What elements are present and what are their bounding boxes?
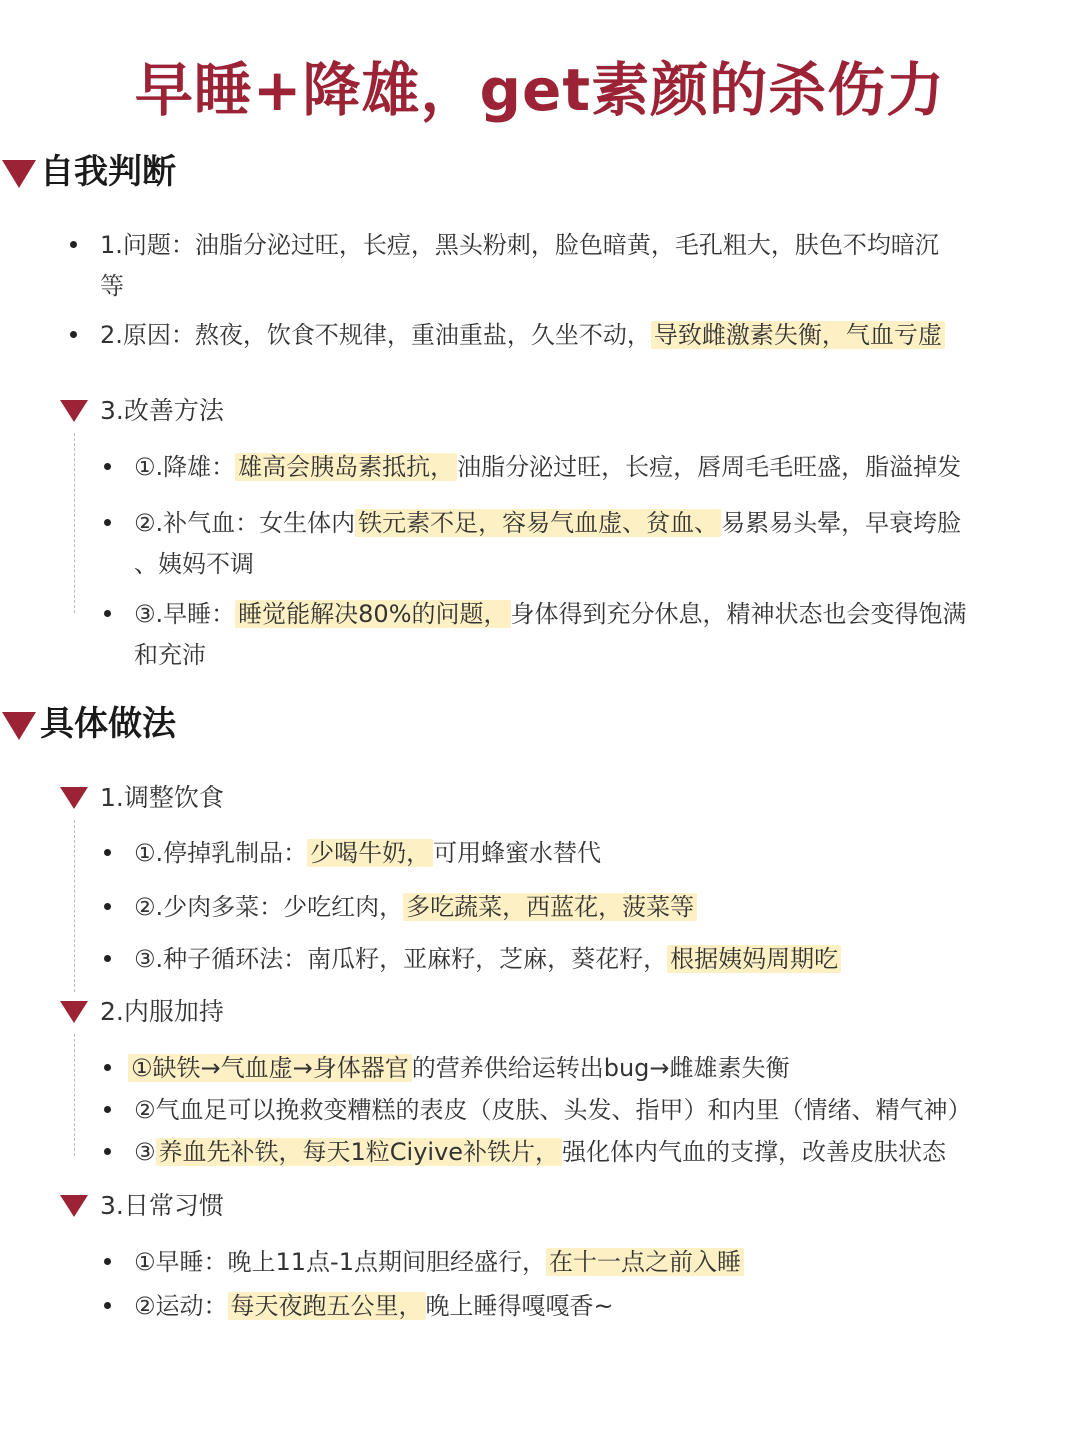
list-item-problem-cont: 等 (100, 272, 124, 300)
item-highlight: ①缺铁→气血虚→身体器官 (128, 1054, 412, 1082)
section-title-self-judgment: 自我判断 (40, 152, 176, 192)
item-prefix: ①早睡：晚上11点-1点期间胆经盛行， (134, 1248, 546, 1276)
list-item-sleep-early (134, 1247, 744, 1277)
list-item-less-meat (134, 892, 697, 922)
subsection-title-internal: 2.内服加持 (100, 997, 224, 1026)
bullet-icon (104, 1258, 111, 1265)
item-suffix: 强化体内气血的支撑，改善皮肤状态 (562, 1138, 947, 1166)
item-highlight: 雄高会胰岛素抵抗， (235, 453, 457, 481)
subsection-title-improve: 3.改善方法 (100, 396, 224, 425)
item-prefix: ③ (134, 1138, 156, 1166)
item-highlight: 在十一点之前入睡 (546, 1248, 744, 1276)
list-item-nourish-blood-cont: 、姨妈不调 (134, 550, 254, 578)
subsection-triangle-icon (60, 1001, 88, 1023)
subsection-title-diet: 1.调整饮食 (100, 783, 224, 812)
subsection-triangle-icon (60, 400, 88, 422)
item-highlight: 每天夜跑五公里， (228, 1292, 426, 1320)
dashed-divider (74, 1034, 75, 1156)
bullet-icon (104, 1148, 111, 1155)
item-prefix: ①.停掉乳制品： (134, 839, 308, 867)
bullet-icon (104, 519, 111, 526)
subsection-triangle-icon (60, 1195, 88, 1217)
bullet-icon (104, 955, 111, 962)
list-item-iron-deficiency (128, 1053, 790, 1083)
cause-highlight: 导致雌激素失衡，气血亏虚 (651, 321, 945, 349)
item-highlight: 少喝牛奶， (307, 839, 433, 867)
bullet-icon (104, 1106, 111, 1113)
dashed-divider (74, 433, 75, 613)
item-suffix: 晚上睡得嘎嘎香~ (425, 1292, 614, 1320)
list-item-seed-cycling (134, 944, 841, 974)
list-item-problem: 1.问题：油脂分泌过旺，长痘，黑头粉刺，脸色暗黄，毛孔粗大，肤色不均暗沉 (100, 231, 939, 259)
list-item-early-sleep (134, 599, 967, 629)
list-item-nourish-blood (134, 508, 961, 538)
list-item-cause (100, 320, 945, 350)
item-prefix: ②运动： (134, 1292, 228, 1320)
item-prefix: ②.补气血：女生体内 (134, 509, 356, 537)
bullet-icon (104, 849, 111, 856)
item-prefix: ①.降雄： (134, 453, 236, 481)
bullet-icon (70, 241, 77, 248)
item-suffix: 易累易头晕，早衰垮脸 (721, 509, 962, 537)
section-triangle-icon (2, 160, 36, 188)
subsection-triangle-icon (60, 787, 88, 809)
item-suffix: 身体得到充分休息，精神状态也会变得饱满 (510, 600, 967, 628)
section-triangle-icon (2, 712, 36, 740)
item-prefix: ③.早睡： (134, 600, 236, 628)
bullet-icon (70, 331, 77, 338)
page-title: 早睡+降雄，get素颜的杀伤力 (134, 56, 946, 124)
bullet-icon (104, 1302, 111, 1309)
item-highlight: 养血先补铁，每天1粒Ciyive补铁片， (156, 1138, 563, 1166)
subsection-title-habits: 3.日常习惯 (100, 1191, 224, 1220)
item-highlight: 根据姨妈周期吃 (667, 945, 841, 973)
item-suffix: 可用蜂蜜水替代 (433, 839, 602, 867)
cause-text: 2.原因：熬夜，饮食不规律，重油重盐，久坐不动， (100, 321, 651, 349)
item-highlight: 多吃蔬菜，西蓝花，菠菜等 (403, 893, 697, 921)
list-item-exercise (134, 1291, 614, 1321)
list-item-stop-dairy (134, 838, 601, 868)
bullet-icon (104, 610, 111, 617)
item-suffix: 的营养供给运转出bug→雌雄素失衡 (411, 1054, 790, 1082)
item-suffix: 油脂分泌过旺，长痘，唇周毛毛旺盛，脂溢掉发 (457, 453, 962, 481)
item-highlight: 铁元素不足，容易气血虚、贫血、 (355, 509, 721, 537)
section-title-methods: 具体做法 (40, 704, 176, 744)
item-prefix: ③.种子循环法：南瓜籽，亚麻籽，芝麻，葵花籽， (134, 945, 668, 973)
list-item-early-sleep-cont: 和充沛 (134, 641, 206, 669)
list-item-iron-supplement (134, 1137, 946, 1167)
bullet-icon (104, 903, 111, 910)
item-highlight: 睡觉能解决80%的问题， (235, 600, 510, 628)
list-item-reduce-androgen (134, 452, 961, 482)
bullet-icon (104, 1064, 111, 1071)
item-prefix: ②.少肉多菜：少吃红肉， (134, 893, 404, 921)
dashed-divider (74, 820, 75, 992)
list-item-qi-blood: ②气血足可以挽救变糟糕的表皮（皮肤、头发、指甲）和内里（情绪、精气神） (134, 1096, 972, 1124)
bullet-icon (104, 463, 111, 470)
